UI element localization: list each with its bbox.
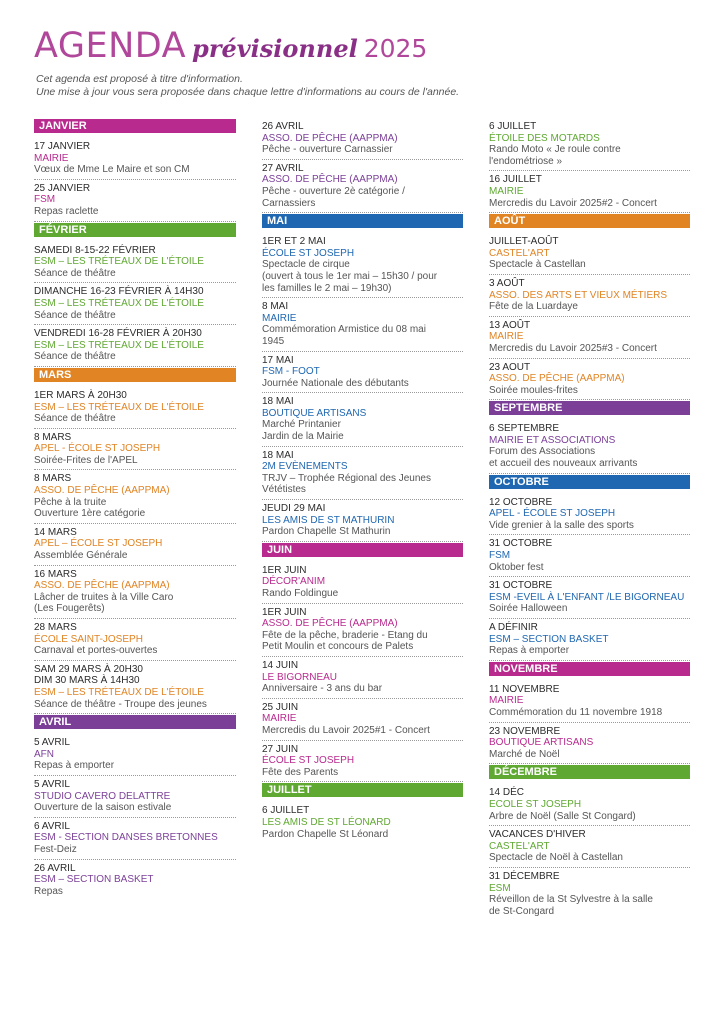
title-agenda: AGENDA (34, 26, 187, 66)
agenda-event (489, 171, 690, 213)
agenda-event (262, 500, 463, 542)
event-description: Pardon Chapelle St Léonard (262, 828, 389, 840)
agenda-event (489, 868, 690, 920)
event-date: 16 JUILLET (489, 174, 542, 186)
agenda-event (34, 776, 236, 818)
event-date: 5 AVRIL (34, 737, 70, 749)
intro-text (36, 73, 459, 99)
event-organizer: STUDIO CAVERO DELATTRE (34, 790, 171, 802)
event-organizer: ÉCOLE ST JOSEPH (262, 755, 355, 767)
event-date: 1ER JUIN (262, 606, 307, 618)
event-description: Pardon Chapelle St Mathurin (262, 526, 391, 538)
event-date: JUILLET-AOÛT (489, 236, 559, 248)
event-organizer: FSM - FOOT (262, 366, 320, 378)
event-description: Lâcher de truites à la Ville Caro (Les Fougerêts) (34, 591, 174, 615)
event-description: Spectacle de Noël à Castellan (489, 852, 623, 864)
agenda-event (262, 741, 463, 783)
event-date: VACANCES D'HIVER (489, 829, 586, 841)
event-organizer: CASTEL'ART (489, 840, 550, 852)
event-description: Carnaval et portes-ouvertes (34, 645, 158, 657)
event-date: 18 MAI (262, 449, 294, 461)
event-organizer: APEL - ÉCOLE ST JOSEPH (34, 443, 161, 455)
event-organizer: ASSO. DE PÊCHE (AAPPMA) (34, 580, 170, 592)
event-organizer: FSM (34, 194, 56, 206)
event-date: 23 NOVEMBRE (489, 725, 561, 737)
event-date: 3 AOÛT (489, 277, 525, 289)
event-description: Repas à emporter (489, 645, 570, 657)
event-description: Repas raclette (34, 205, 99, 217)
event-date: SAMEDI 8-15-22 FÉVRIER (34, 244, 156, 256)
column-1 (34, 118, 236, 900)
agenda-event (262, 562, 463, 604)
event-organizer: ESM – LES TRÉTEAUX DE L'ÉTOILE (34, 297, 204, 309)
event-organizer: ESM – LES TRÉTEAUX DE L'ÉTOILE (34, 686, 204, 698)
event-date: 25 JANVIER (34, 182, 91, 194)
agenda-event (34, 180, 236, 222)
month-header: JUILLET (262, 783, 463, 797)
event-date: 8 MARS (34, 473, 72, 485)
column-2 (262, 118, 463, 843)
event-description: Rando Foldingue (262, 588, 339, 599)
intro-line-2: Une mise à jour vous sera proposée dans chaque lettre d'informations au cours de l'année. (36, 86, 460, 98)
event-organizer: ASSO. DE PÊCHE (AAPPMA) (262, 132, 398, 144)
agenda-event (262, 393, 463, 446)
event-description: Journée Nationale des débutants (262, 377, 409, 389)
event-date: 28 MARS (34, 622, 77, 633)
event-organizer: APEL - ÉCOLE ST JOSEPH (489, 508, 616, 520)
event-organizer: ASSO. DES ARTS ET VIEUX MÉTIERS (489, 289, 668, 301)
event-date: DIMANCHE 16-23 FÉVRIER À 14H30 (34, 286, 204, 298)
event-organizer: LES AMIS DE ST MATHURIN (262, 514, 395, 526)
month-header: OCTOBRE (489, 475, 690, 489)
agenda-event (489, 723, 690, 765)
event-date: 1ER ET 2 MAI (262, 236, 326, 248)
event-description: Mercredis du Lavoir 2025#2 - Concert (489, 197, 657, 209)
event-organizer: BOUTIQUE ARTISANS (262, 407, 367, 419)
event-date: 8 MAI (262, 301, 289, 313)
event-description: Ouverture de la saison estivale (34, 802, 172, 814)
event-description: Soirée-Frites de l'APEL (34, 454, 138, 466)
event-description: TRJV – Trophée Régional des Jeunes Vététistes (262, 472, 431, 496)
month-header: JUIN (262, 543, 463, 557)
event-organizer: DÉCOR'ANIM (262, 576, 326, 588)
event-date: 1ER MARS À 20H30 (34, 389, 127, 401)
event-date: 14 JUIN (262, 659, 299, 671)
title-year: 2025 (363, 34, 428, 63)
agenda-event (262, 118, 463, 160)
event-date: 14 DÉC (489, 787, 525, 799)
event-organizer: LE BIGORNEAU (262, 671, 338, 683)
event-description: Forum des Associations et accueil des nouveaux arrivants (489, 446, 638, 470)
agenda-event (489, 118, 690, 171)
agenda-event (262, 447, 463, 500)
event-description: Marché Printanier Jardin de la Mairie (262, 419, 344, 443)
agenda-event (34, 524, 236, 566)
event-description: Marché de Noël (489, 748, 560, 760)
event-organizer: ÉTOILE DES MOTARDS (489, 132, 600, 144)
event-organizer: ESM – SECTION BASKET (489, 633, 609, 645)
agenda-event (489, 826, 690, 868)
event-organizer: LES AMIS DE ST LÉONARD (262, 816, 391, 828)
event-date: 27 JUIN (262, 743, 299, 755)
intro-line-1: Cet agenda est proposé à titre d'information. (36, 73, 243, 85)
event-description: Réveillon de la St Sylvestre à la salle de St-Congard (489, 894, 653, 917)
event-description: Soirée moules-frites (489, 384, 578, 396)
event-date: JEUDI 29 MAI (262, 503, 326, 515)
event-organizer: ASSO. DE PÊCHE (AAPPMA) (34, 485, 170, 497)
event-description: Mercredis du Lavoir 2025#1 - Concert (262, 724, 430, 736)
event-date: SAM 29 MARS À 20H30 DIM 30 MARS À 14H30 (34, 663, 143, 687)
agenda-event (489, 275, 690, 317)
event-description: Séance de théâtre (34, 309, 116, 321)
event-description: Fête des Parents (262, 766, 339, 778)
agenda-event (489, 784, 690, 826)
month-header: DÉCEMBRE (489, 765, 690, 779)
event-date: 17 MAI (262, 354, 294, 366)
month-header: AVRIL (34, 715, 236, 729)
event-description: Oktober fest (489, 561, 544, 573)
event-description: Rando Moto « Je roule contre l'endométriose » (489, 144, 621, 167)
month-header: MARS (34, 368, 236, 382)
event-description: Repas (34, 885, 63, 897)
event-description: Séance de théâtre (34, 413, 116, 425)
agenda-event (489, 577, 690, 619)
event-organizer: MAIRIE (262, 312, 297, 324)
page-title (34, 26, 427, 66)
agenda-event (262, 802, 463, 843)
event-organizer: MAIRIE (489, 185, 524, 197)
agenda-event (34, 138, 236, 180)
event-organizer: BOUTIQUE ARTISANS (489, 737, 594, 749)
event-description: Séance de théâtre (34, 267, 116, 279)
event-description: Commémoration du 11 novembre 1918 (489, 706, 663, 718)
event-date: VENDREDI 16-28 FÉVRIER À 20H30 (34, 328, 202, 340)
event-date: 8 MARS (34, 431, 72, 443)
agenda-event (262, 657, 463, 699)
event-organizer: APEL – ÉCOLE ST JOSEPH (34, 538, 163, 550)
event-description: Spectacle de cirque (ouvert à tous le 1er mai – 15h30 / pour les familles le 2 mai – 19h30) (262, 259, 438, 294)
event-organizer: ASSO. DE PÊCHE (AAPPMA) (489, 373, 625, 385)
event-date: 6 SEPTEMBRE (489, 423, 560, 435)
event-organizer: FSM (489, 550, 511, 562)
event-date: 12 OCTOBRE (489, 496, 553, 508)
event-organizer: ESM - SECTION DANSES BRETONNES (34, 832, 218, 844)
agenda-event (34, 860, 236, 901)
event-description: Commémoration Armistice du 08 mai 1945 (262, 324, 426, 347)
event-description: Vœux de Mme Le Maire et son CM (34, 164, 190, 176)
agenda-event (34, 818, 236, 860)
event-description: Pêche - ouverture Carnassier (262, 144, 393, 156)
event-organizer: ESM (489, 882, 511, 894)
agenda-event (34, 734, 236, 776)
event-date: 31 OCTOBRE (489, 538, 553, 550)
agenda-event (262, 160, 463, 213)
event-organizer: ESM – LES TRÉTEAUX DE L'ÉTOILE (34, 401, 204, 413)
event-organizer: ASSO. DE PÊCHE (AAPPMA) (262, 618, 398, 630)
event-date: 14 MARS (34, 526, 77, 538)
title-previsionnel: prévisionnel (192, 34, 358, 63)
agenda-event (34, 619, 236, 661)
agenda-event (262, 604, 463, 657)
month-header: JANVIER (34, 119, 236, 133)
agenda-event (34, 242, 236, 284)
agenda-event (489, 233, 690, 275)
agenda-event (262, 352, 463, 394)
event-date: 13 AOÛT (489, 319, 531, 331)
event-date: 26 AVRIL (262, 121, 304, 132)
agenda-event (489, 494, 690, 536)
event-description: Repas à emporter (34, 760, 115, 772)
event-description: Spectacle à Castellan (489, 259, 586, 271)
event-date: 31 DÉCEMBRE (489, 870, 560, 882)
event-date: 6 JUILLET (262, 805, 310, 817)
event-description: Mercredis du Lavoir 2025#3 - Concert (489, 342, 657, 354)
event-organizer: ESM – SECTION BASKET (34, 874, 154, 886)
event-organizer: MAIRIE (34, 152, 69, 164)
event-organizer: ASSO. DE PÊCHE (AAPPMA) (262, 174, 398, 186)
event-organizer: MAIRIE (489, 695, 524, 707)
event-organizer: AFN (34, 748, 54, 760)
event-description: Fest-Deiz (34, 843, 77, 855)
event-date: 5 AVRIL (34, 778, 70, 790)
event-date: 16 MARS (34, 568, 77, 580)
event-date: 23 AOUT (489, 361, 531, 373)
agenda-event (34, 470, 236, 523)
month-header: NOVEMBRE (489, 662, 690, 676)
event-organizer: ESM – LES TRÉTEAUX DE L'ÉTOILE (34, 256, 204, 268)
event-date: 1ER JUIN (262, 564, 307, 576)
event-organizer: ECOLE ST JOSEPH (489, 798, 582, 810)
event-description: Pêche - ouverture 2è catégorie / Carnassiers (262, 185, 405, 209)
event-description: Fête de la pêche, braderie - Etang du Petit Moulin et concours de Palets (262, 629, 428, 653)
agenda-event (489, 619, 690, 661)
agenda-event (489, 420, 690, 473)
agenda-event (489, 681, 690, 723)
event-description: Pêche à la truite Ouverture 1ère catégorie (34, 496, 146, 520)
agenda-event (262, 298, 463, 351)
agenda-event (34, 283, 236, 325)
event-organizer: ESM – LES TRÉTEAUX DE L'ÉTOILE (34, 339, 204, 351)
agenda-event (489, 317, 690, 359)
agenda-event (489, 535, 690, 577)
event-description: Soirée Halloween (489, 603, 568, 615)
agenda-event (34, 325, 236, 367)
agenda-event (489, 359, 690, 401)
event-date: 18 MAI (262, 396, 294, 408)
event-organizer: ESM -EVEIL À L'ENFANT /LE BIGORNEAU (489, 591, 685, 603)
event-description: Vide grenier à la salle des sports (489, 519, 634, 531)
event-organizer: MAIRIE ET ASSOCIATIONS (489, 434, 616, 446)
event-organizer: CASTEL'ART (489, 247, 550, 259)
event-description: Séance de théâtre (34, 351, 116, 363)
event-date: 6 AVRIL (34, 820, 70, 832)
event-description: Séance de théâtre - Troupe des jeunes (34, 698, 207, 710)
agenda-event (34, 429, 236, 471)
event-date: 11 NOVEMBRE (489, 683, 560, 695)
event-organizer: ÉCOLE ST JOSEPH (262, 247, 355, 259)
event-date: 27 AVRIL (262, 162, 304, 174)
event-organizer: 2M EVÈNEMENTS (262, 461, 348, 473)
agenda-event (262, 233, 463, 298)
event-description: Assemblée Générale (34, 550, 128, 562)
event-organizer: MAIRIE (262, 713, 297, 725)
event-organizer: MAIRIE (489, 331, 524, 343)
event-description: Anniversaire - 3 ans du bar (262, 683, 383, 695)
event-date: 6 JUILLET (489, 121, 537, 132)
month-header: FÉVRIER (34, 223, 236, 237)
event-date: 31 OCTOBRE (489, 580, 553, 592)
month-header: AOÛT (489, 214, 690, 228)
event-date: 26 AVRIL (34, 862, 76, 874)
event-description: Arbre de Noël (Salle St Congard) (489, 810, 636, 822)
column-3 (489, 118, 690, 920)
event-organizer: ÉCOLE SAINT-JOSEPH (34, 633, 143, 645)
agenda-event (34, 566, 236, 619)
agenda-event (262, 699, 463, 741)
event-date: 25 JUIN (262, 701, 299, 713)
agenda-event (34, 387, 236, 429)
event-description: Fête de la Luardaye (489, 301, 578, 313)
month-header: SEPTEMBRE (489, 401, 690, 415)
event-date: 17 JANVIER (34, 141, 91, 152)
month-header: MAI (262, 214, 463, 228)
event-date: A DÉFINIR (489, 622, 538, 633)
agenda-event (34, 661, 236, 714)
